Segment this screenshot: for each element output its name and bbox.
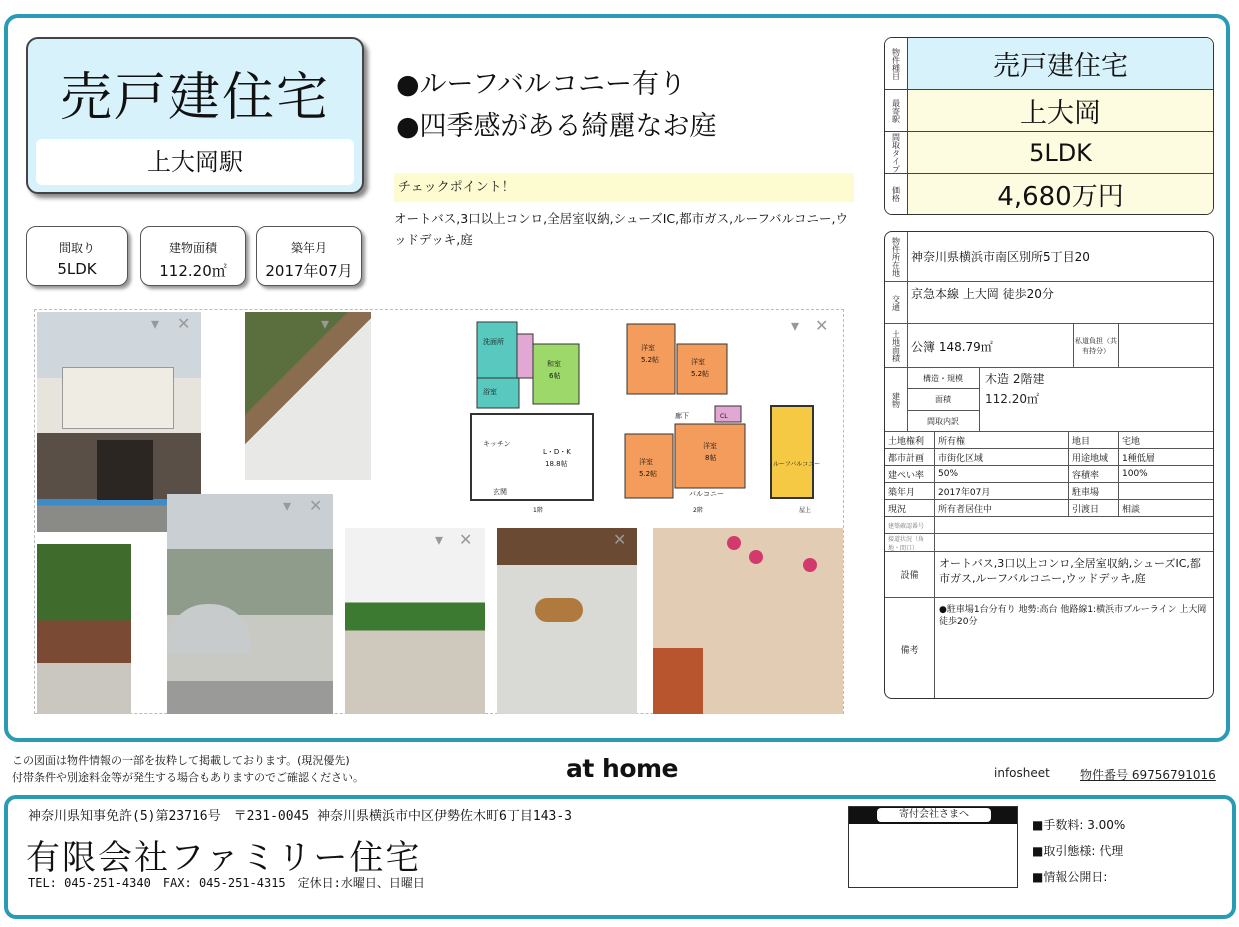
summary-row xyxy=(885,132,1213,174)
detail-grid-row xyxy=(885,500,1213,517)
mail-box xyxy=(848,806,1018,888)
room-label: 廊下 xyxy=(675,412,689,420)
detail-label: 間取内訳 xyxy=(907,410,980,432)
floor-plan[interactable] xyxy=(463,314,839,514)
photo-bamboo-garden[interactable] xyxy=(37,544,131,714)
detail-grid-value xyxy=(1119,483,1213,499)
close-icon[interactable]: ✕ xyxy=(613,530,627,549)
detail-row-building xyxy=(885,368,1213,432)
photo-garden-wall[interactable] xyxy=(245,312,371,480)
detail-row-equipment xyxy=(885,552,1213,598)
room-label: 洋室 xyxy=(641,344,655,352)
room-label: キッチン xyxy=(483,440,511,448)
detail-row-remarks xyxy=(885,598,1213,699)
detail-extra-row xyxy=(885,517,1213,534)
feature-item: ●ルーフバルコニー有り xyxy=(396,69,687,100)
close-icon[interactable]: ✕ xyxy=(459,530,473,549)
mail-box-label: 寄付会社さまへ xyxy=(877,808,991,822)
detail-grid-value: 2017年07月 xyxy=(935,483,1069,499)
room-label: 5.2帖 xyxy=(691,370,710,378)
detail-address: 神奈川県横浜市南区別所5丁目20 xyxy=(911,250,1090,264)
room-label: CL xyxy=(720,413,728,420)
detail-land-area: 公簿 148.79㎡ xyxy=(911,340,993,354)
photo-roses[interactable] xyxy=(653,528,843,714)
room-label: 浴室 xyxy=(483,388,497,396)
spec-value: 112.20㎡ xyxy=(159,262,227,280)
photo-dog-garden[interactable] xyxy=(497,528,637,714)
photo-gallery xyxy=(34,309,844,714)
room-label: 18.8帖 xyxy=(545,460,568,468)
room-label: 8帖 xyxy=(705,454,717,462)
floor-label: 2階 xyxy=(693,507,703,514)
disclaimer-line: この図面は物件情報の一部を抜粋して掲載しております。(現況優先) xyxy=(12,754,350,767)
station-name: 上大岡駅 xyxy=(36,139,354,185)
room-label: 6帖 xyxy=(549,372,561,380)
license-address: 神奈川県知事免許(5)第23716号 〒231-0045 神奈川県横浜市中区伊勢佐木町6丁目143-3 xyxy=(28,809,573,824)
close-icon[interactable]: ✕ xyxy=(815,316,829,335)
detail-grid-label: 都市計画 xyxy=(885,449,935,465)
checkpoint-heading: チェックポイント！ xyxy=(394,173,854,202)
detail-label: 交通 xyxy=(885,282,908,323)
detail-row-access xyxy=(885,282,1213,324)
room-label: 洋室 xyxy=(691,358,705,366)
summary-price: 4,680万円 xyxy=(908,174,1213,214)
detail-grid-label: 築年月 xyxy=(885,483,935,499)
detail-label: 備考 xyxy=(885,598,935,699)
summary-station: 上大岡 xyxy=(908,90,1213,131)
detail-table xyxy=(884,231,1214,699)
floor-label: 屋上 xyxy=(799,507,812,514)
summary-label: 価格 xyxy=(885,174,908,214)
summary-table xyxy=(884,37,1214,215)
detail-label: 建物 xyxy=(885,368,908,431)
detail-grid-label: 容積率 xyxy=(1069,466,1119,482)
detail-grid-label: 地目 xyxy=(1069,432,1119,448)
room-label: 和室 xyxy=(547,360,561,368)
detail-grid-value: 宅地 xyxy=(1122,436,1141,447)
spec-layout xyxy=(26,226,128,286)
company-contact: TEL: 045-251-4340 FAX: 045-251-4315 定休日:水曜日、日曜日 xyxy=(28,876,425,890)
term-fee: ■手数料: 3.00% xyxy=(1032,818,1126,832)
summary-row xyxy=(885,38,1213,90)
summary-label: 最寄駅 xyxy=(885,90,908,131)
floor-label: 1階 xyxy=(533,507,543,514)
photo-roof-balcony[interactable] xyxy=(345,528,485,714)
detail-grid-value: 100% xyxy=(1122,469,1148,479)
detail-grid-label: 用途地域 xyxy=(1069,449,1119,465)
detail-grid-label: 駐車場 xyxy=(1069,483,1119,499)
detail-building-area: 112.20㎡ xyxy=(985,392,1039,406)
detail-grid-value: 相談 xyxy=(1122,504,1141,515)
detail-grid-value: 50% xyxy=(935,466,1069,482)
room-label: L・D・K xyxy=(543,448,571,456)
photo-city-view[interactable] xyxy=(167,494,333,714)
athome-logo: at home xyxy=(566,754,679,783)
spec-built-date xyxy=(256,226,362,286)
detail-row-address xyxy=(885,232,1213,282)
hide-icon[interactable]: ▾ xyxy=(151,314,160,333)
detail-grid-value: 所有権 xyxy=(935,432,1069,448)
detail-land-note: 私道負担（共有持分） xyxy=(1073,324,1119,367)
detail-grid-row xyxy=(885,432,1213,449)
hide-icon[interactable]: ▾ xyxy=(435,530,444,549)
term-deal: ■取引態様: 代理 xyxy=(1032,844,1124,858)
spec-label: 築年月 xyxy=(290,241,327,255)
detail-grid-label: 現況 xyxy=(885,500,935,516)
room-label: 玄関 xyxy=(493,488,507,496)
summary-layout: 5LDK xyxy=(908,132,1213,173)
infosheet-label: infosheet xyxy=(994,766,1050,780)
detail-equipment: オートバス,3口以上コンロ,全居室収納,シューズIC,都市ガス,ルーフバルコニー,ウッドデッキ,庭 xyxy=(939,557,1201,585)
detail-label: 設備 xyxy=(885,552,935,597)
detail-extra-row xyxy=(885,534,1213,552)
detail-label: 構造・規模 xyxy=(907,368,980,389)
detail-structure: 木造 2階建 xyxy=(985,372,1045,386)
checkpoint-body: オートバス,3口以上コンロ,全居室収納,シューズIC,都市ガス,ルーフバルコニー,ウッドデッキ,庭 xyxy=(394,211,848,247)
detail-grid-row xyxy=(885,449,1213,466)
room-label: バルコニー xyxy=(689,490,724,498)
detail-row-land xyxy=(885,324,1213,368)
floor-plan-drawing xyxy=(463,314,839,514)
spec-building-area xyxy=(140,226,246,286)
room-label: 洋室 xyxy=(703,442,717,450)
room-label: 5.2帖 xyxy=(641,356,660,364)
spec-label: 建物面積 xyxy=(168,241,217,255)
spec-value: 5LDK xyxy=(57,260,97,278)
disclaimer-line: 付帯条件や別途料金等が発生する場合もありますのでご確認ください。 xyxy=(12,771,364,784)
detail-grid-value: 市街化区域 xyxy=(935,449,1069,465)
summary-row xyxy=(885,90,1213,132)
detail-remarks: ●駐車場1台分有り 地勢:高台 他路線1:横浜市ブルーライン 上大岡 徒歩20分 xyxy=(939,605,1207,627)
detail-label: 土地面積 xyxy=(885,324,908,367)
feature-item: ●四季感がある綺麗なお庭 xyxy=(396,111,717,142)
hide-icon[interactable]: ▾ xyxy=(791,316,800,335)
detail-grid-row xyxy=(885,483,1213,500)
property-number: 物件番号 69756791016 xyxy=(1080,768,1216,782)
detail-grid-label: 土地権利 xyxy=(885,432,935,448)
room-label: 5.2帖 xyxy=(639,470,658,478)
summary-row xyxy=(885,174,1213,214)
hide-icon[interactable]: ▾ xyxy=(283,496,292,515)
detail-grid-value: 所有者居住中 xyxy=(935,500,1069,516)
term-published: ■情報公開日: xyxy=(1032,870,1108,884)
company-name: 有限会社ファミリー住宅 xyxy=(26,838,422,878)
title-card xyxy=(26,37,364,194)
detail-label: 接道状況（角地・間口） xyxy=(885,534,935,551)
detail-label: 物件所在地 xyxy=(885,232,908,281)
detail-label: 面積 xyxy=(907,388,980,411)
disclaimer xyxy=(12,752,364,786)
room-label: ルーフバルコニー xyxy=(773,461,821,468)
summary-property-type: 売戸建住宅 xyxy=(908,38,1213,89)
detail-grid-value: 1種低層 xyxy=(1122,453,1155,464)
hide-icon[interactable]: ▾ xyxy=(321,314,330,333)
spec-label: 間取り xyxy=(58,241,95,255)
room-label: 洗面所 xyxy=(483,338,504,346)
detail-grid-row xyxy=(885,466,1213,483)
room-label: 洋室 xyxy=(639,458,653,466)
detail-access: 京急本線 上大岡 徒歩20分 xyxy=(911,287,1054,301)
close-icon[interactable]: ✕ xyxy=(309,496,323,515)
summary-label: 物件種目 xyxy=(885,38,908,89)
mail-box-header xyxy=(849,807,1017,824)
detail-label: 建築確認番号 xyxy=(885,517,935,533)
spec-value: 2017年07月 xyxy=(265,262,353,280)
summary-label: 間取タイプ xyxy=(885,132,908,173)
property-type-title: 売戸建住宅 xyxy=(59,68,330,128)
detail-grid-label: 建ぺい率 xyxy=(885,466,935,482)
detail-grid-label: 引渡日 xyxy=(1069,500,1119,516)
close-icon[interactable]: ✕ xyxy=(177,314,191,333)
